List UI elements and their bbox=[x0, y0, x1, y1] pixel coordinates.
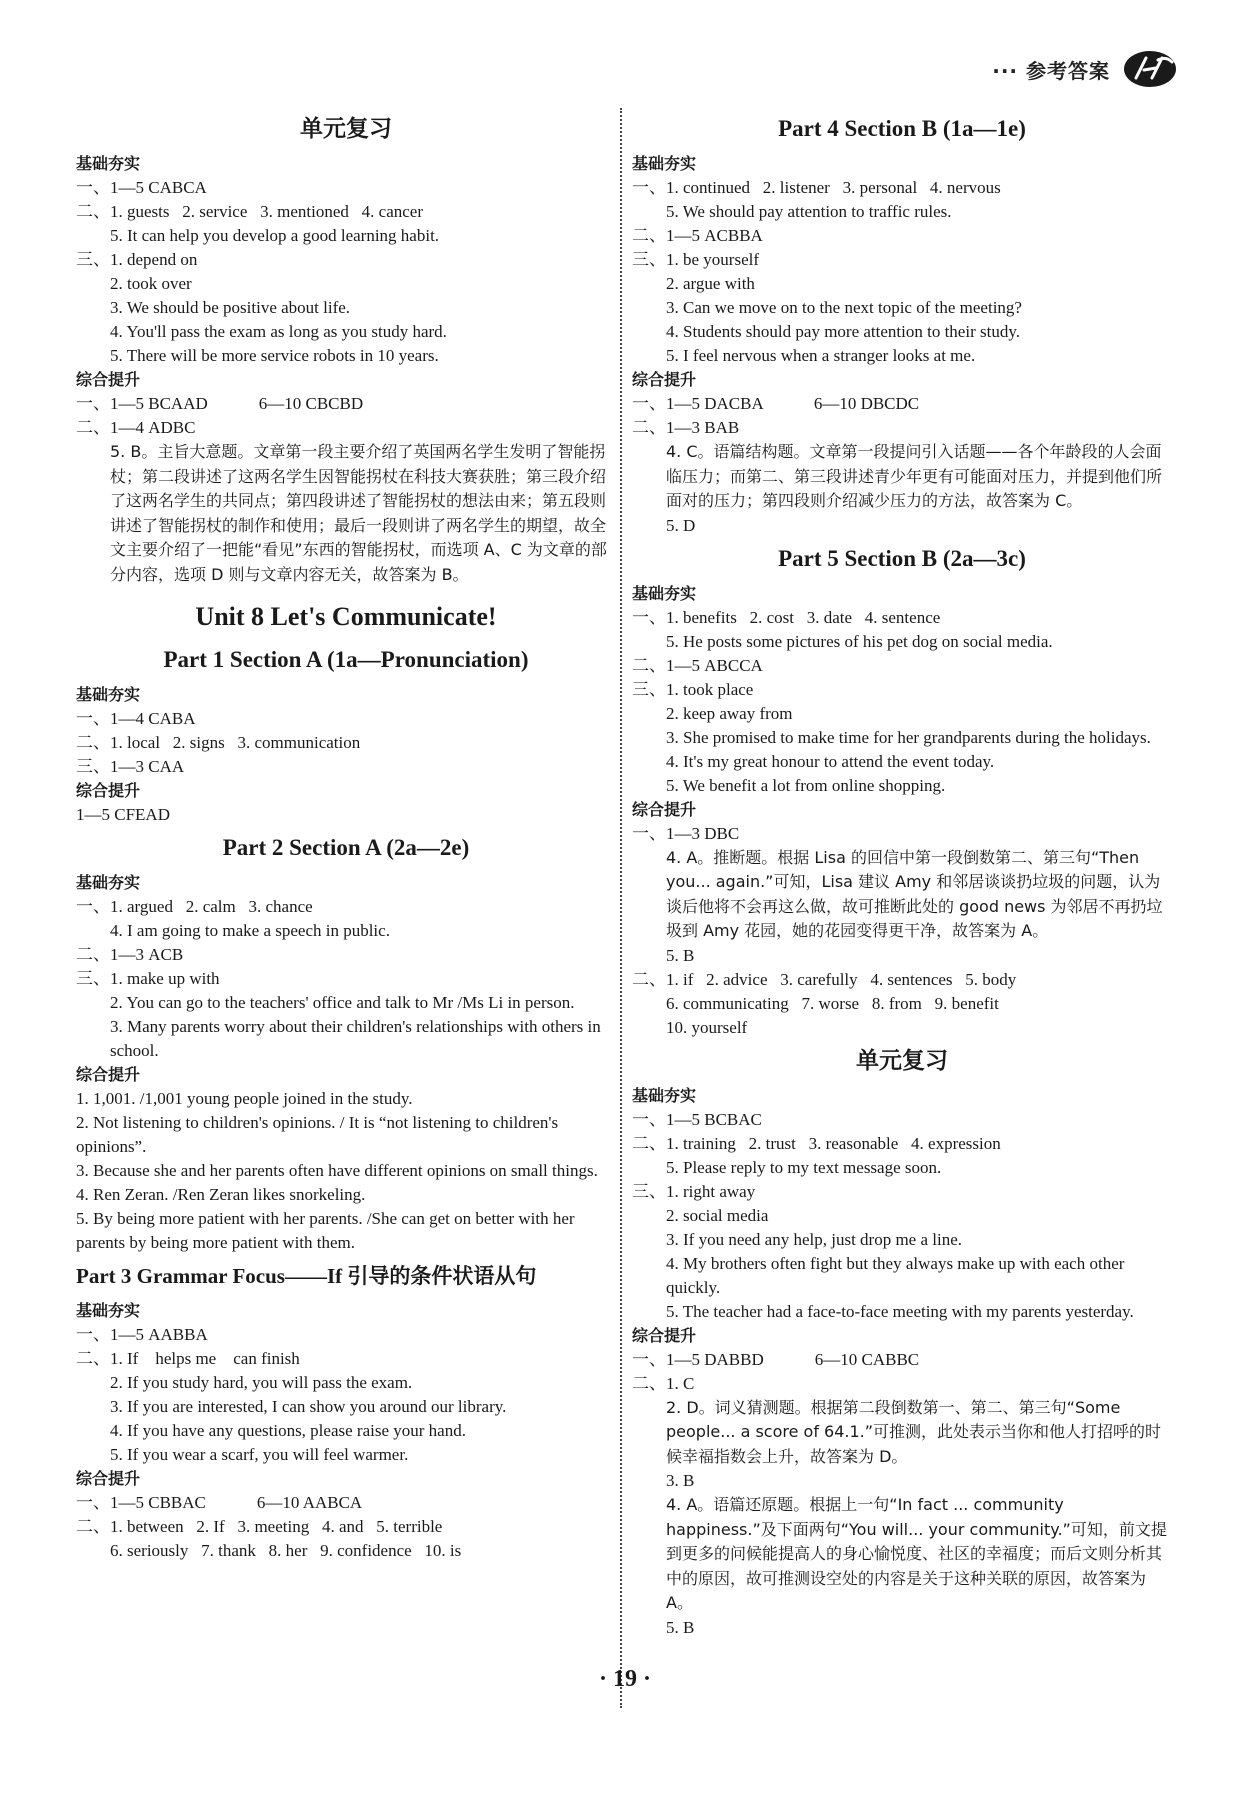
answer-line: 二、1. training 2. trust 3. reasonable 4. expression bbox=[632, 1133, 1001, 1153]
answer-line: 三、1—3 CAA bbox=[76, 757, 185, 776]
explanation-paragraph: 2. D。词义猜测题。根据第二段倒数第一、第二、第三句“Some people... a score of 64.1.”可推测，此处表示当你和他人打招呼的时候幸福指数会上升，故答案为 D。 bbox=[666, 1397, 1162, 1466]
answer-line: 二、1—4 ADBC bbox=[76, 418, 196, 437]
page-number: · 19 · bbox=[598, 1666, 651, 1692]
answer-line: 二、1—5 ABCCA bbox=[632, 655, 763, 675]
answer-line: 6. communicating 7. worse 8. from 9. benefit bbox=[666, 993, 999, 1013]
answer-line: 二、1—3 BAB bbox=[632, 418, 740, 437]
explanation-paragraph: 5. B。主旨大意题。文章第一段主要介绍了英国两名学生发明了智能拐杖；第二段讲述了这两名学生因智能拐杖在科技大赛获胜；第三段介绍了这两名学生的共同点；第四段讲述了智能拐杖的想法由来；第五段则讲述了智能拐杖的制作和使用；最后一段则讲了两名学生的期望，故全文主要介绍了一把能“看见”东西的智能拐杖，而选项 A、C 为文章的部分内容，选项 D 则与文章内容无关，故答案为 B。 bbox=[110, 442, 607, 584]
answer-line: 一、1—3 DBC bbox=[632, 823, 740, 843]
answer-line: 4. I am going to make a speech in public. bbox=[110, 921, 390, 940]
answer-line: 3. Can we move on to the next topic of the meeting? bbox=[666, 298, 1022, 317]
answer-line: 3. B bbox=[666, 1471, 695, 1490]
answer-line: 5. If you wear a scarf, you will feel warmer. bbox=[110, 1445, 409, 1464]
answer-line: 三、1. make up with bbox=[76, 969, 220, 988]
answer-line: 2. Not listening to children's opinions. / It is “not listening to children's opinions”. bbox=[76, 1113, 559, 1156]
answer-line: 一、1—4 CABA bbox=[76, 709, 196, 728]
subsection-label: 综合提升 bbox=[76, 1065, 141, 1084]
answer-line: 一、1. continued 2. listener 3. personal 4. nervous bbox=[632, 178, 1001, 197]
answer-line: 一、1—5 BCAAD 6—10 CBCBD bbox=[76, 394, 364, 413]
answer-line: 一、1—5 DACBA 6—10 DBCDC bbox=[632, 394, 920, 413]
answer-line: 一、1. benefits 2. cost 3. date 4. sentence bbox=[632, 607, 941, 627]
answer-line: 3. Because she and her parents often have different opinions on small things. bbox=[76, 1161, 598, 1180]
subsection-label: 基础夯实 bbox=[76, 154, 141, 173]
answer-line: 3. We should be positive about life. bbox=[110, 298, 351, 317]
answer-line: 3. She promised to make time for her grandparents during the holidays. bbox=[666, 727, 1151, 747]
answer-line: 二、1. If helps me can finish bbox=[76, 1349, 300, 1368]
page-header bbox=[992, 44, 1178, 94]
subsection-label: 基础夯实 bbox=[76, 873, 141, 892]
answer-line: 5. B bbox=[666, 945, 695, 965]
left-column bbox=[76, 108, 616, 1563]
header-label: ··· 参考答案 bbox=[992, 58, 1110, 83]
answer-line: 二、1. if 2. advice 3. carefully 4. sentences 5. body bbox=[632, 969, 1017, 989]
answer-line: 3. If you need any help, just drop me a line. bbox=[666, 1229, 963, 1249]
answer-line: 4. Students should pay more attention to their study. bbox=[666, 322, 1020, 341]
part-title: Part 2 Section A (2a—2e) bbox=[222, 835, 470, 860]
answer-line: 4. Ren Zeran. /Ren Zeran likes snorkeling. bbox=[76, 1185, 366, 1204]
answer-line: 一、1—5 BCBAC bbox=[632, 1109, 762, 1129]
answer-line: 4. If you have any questions, please raise your hand. bbox=[110, 1421, 466, 1440]
answer-line: 2. You can go to the teachers' office and talk to Mr /Ms Li in person. bbox=[110, 993, 575, 1012]
answer-line: 二、1. C bbox=[632, 1373, 695, 1393]
answer-line: 一、1—5 CABCA bbox=[76, 178, 207, 197]
answer-line: 5. D bbox=[666, 515, 696, 535]
answer-line: 6. seriously 7. thank 8. her 9. confidence 10. is bbox=[110, 1541, 462, 1560]
answer-line: 三、1. depend on bbox=[76, 250, 198, 269]
answer-line: 1. 1,001. /1,001 young people joined in the study. bbox=[76, 1089, 413, 1108]
answer-line: 5. It can help you develop a good learning habit. bbox=[110, 226, 440, 245]
answer-line: 5. By being more patient with her parents. /She can get on better with her parents by being more patient with them. bbox=[76, 1209, 575, 1252]
answer-line: 二、1. guests 2. service 3. mentioned 4. cancer bbox=[76, 202, 423, 221]
answer-line: 3. Many parents worry about their children's relationships with others in school. bbox=[110, 1017, 601, 1060]
answer-line: 三、1. right away bbox=[632, 1181, 756, 1201]
answer-line: 一、1—5 DABBD 6—10 CABBC bbox=[632, 1349, 920, 1369]
answer-line: 2. keep away from bbox=[666, 703, 793, 723]
answer-line: 5. The teacher had a face-to-face meeting with my parents yesterday. bbox=[666, 1301, 1134, 1321]
answer-line: 2. took over bbox=[110, 274, 192, 293]
subsection-label: 综合提升 bbox=[632, 1325, 697, 1345]
part-title: Part 5 Section B (2a—3c) bbox=[778, 545, 1026, 571]
answer-line: 二、1—3 ACB bbox=[76, 945, 184, 964]
answer-line: 5. B bbox=[666, 1617, 695, 1637]
subsection-label: 综合提升 bbox=[76, 781, 141, 800]
subsection-label: 综合提升 bbox=[76, 1469, 141, 1488]
subsection-label: 基础夯实 bbox=[632, 1085, 697, 1105]
answer-line: 二、1. between 2. If 3. meeting 4. and 5. terrible bbox=[76, 1517, 443, 1536]
answer-line: 5. There will be more service robots in 10 years. bbox=[110, 346, 439, 365]
answer-line: 一、1—5 AABBA bbox=[76, 1325, 208, 1344]
answer-line: 4. It's my great honour to attend the event today. bbox=[666, 751, 995, 771]
answer-line: 一、1. argued 2. calm 3. chance bbox=[76, 897, 313, 916]
answer-line: 2. argue with bbox=[666, 274, 755, 293]
answer-line: 5. We should pay attention to traffic rules. bbox=[666, 202, 952, 221]
column-divider bbox=[620, 108, 622, 1708]
answer-line: 5. We benefit a lot from online shopping. bbox=[666, 775, 946, 795]
answer-line: 4. My brothers often fight but they always make up with each other quickly. bbox=[666, 1253, 1125, 1297]
subsection-label: 基础夯实 bbox=[76, 1301, 141, 1320]
part-title: Part 3 Grammar Focus——If 引导的条件状语从句 bbox=[76, 1264, 537, 1288]
answer-line: 4. You'll pass the exam as long as you study hard. bbox=[110, 322, 447, 341]
answer-line: 10. yourself bbox=[666, 1017, 748, 1037]
part-title: Part 4 Section B (1a—1e) bbox=[778, 116, 1026, 141]
answer-line: 2. If you study hard, you will pass the exam. bbox=[110, 1373, 413, 1392]
subsection-label: 基础夯实 bbox=[632, 583, 697, 603]
section-title: 单元复习 bbox=[856, 1047, 948, 1074]
explanation-paragraph: 4. A。推断题。根据 Lisa 的回信中第一段倒数第二、第三句“Then you... again.”可知，Lisa 建议 Amy 和邻居谈谈扔垃圾的问题，认为谈后他将不会再这么做，故可推断此处的 good news 为邻居不再扔垃圾到 Amy 花园，她的花园变得更干净，故答案为 A。 bbox=[666, 847, 1163, 940]
answer-line: 一、1—5 CBBAC 6—10 AABCA bbox=[76, 1493, 363, 1512]
part-title: Part 1 Section A (1a—Pronunciation) bbox=[163, 647, 529, 672]
answer-line: 三、1. be yourself bbox=[632, 250, 760, 269]
answer-line: 1—5 CFEAD bbox=[76, 805, 170, 824]
explanation-paragraph: 4. C。语篇结构题。文章第一段提问引入话题——各个年龄段的人会面临压力；而第二、第三段讲述青少年更有可能面对压力，并提到他们所面对的压力；第四段则介绍减少压力的方法，故答案为 C。 bbox=[666, 442, 1163, 510]
subsection-label: 综合提升 bbox=[632, 799, 697, 819]
answer-line: 2. social media bbox=[666, 1205, 769, 1225]
subsection-label: 基础夯实 bbox=[632, 154, 697, 173]
answer-line: 5. I feel nervous when a stranger looks at me. bbox=[666, 346, 976, 365]
section-title: 单元复习 bbox=[300, 116, 392, 142]
unit-title: Unit 8 Let's Communicate! bbox=[195, 602, 497, 631]
answer-line: 二、1. local 2. signs 3. communication bbox=[76, 733, 361, 752]
answer-line: 3. If you are interested, I can show you around our library. bbox=[110, 1397, 507, 1416]
answer-line: 5. He posts some pictures of his pet dog on social media. bbox=[666, 631, 1053, 651]
explanation-paragraph: 4. A。语篇还原题。根据上一句“In fact ... community happiness.”及下面两句“You will... your community.”可知，前文提到更多的问候能提高人的身心愉悦度、社区的幸福度；而后文则分析其中的原因，故可推测设空处的内容是关于这种关联的原因，故答案为 A。 bbox=[666, 1495, 1167, 1612]
answer-line: 三、1. took place bbox=[632, 679, 754, 699]
subsection-label: 综合提升 bbox=[76, 370, 141, 389]
publisher-logo-icon bbox=[1122, 48, 1178, 90]
subsection-label: 基础夯实 bbox=[76, 685, 141, 704]
subsection-label: 综合提升 bbox=[632, 370, 697, 389]
answer-line: 5. Please reply to my text message soon. bbox=[666, 1157, 942, 1177]
right-column bbox=[632, 108, 1172, 1640]
answer-line: 二、1—5 ACBBA bbox=[632, 226, 763, 245]
